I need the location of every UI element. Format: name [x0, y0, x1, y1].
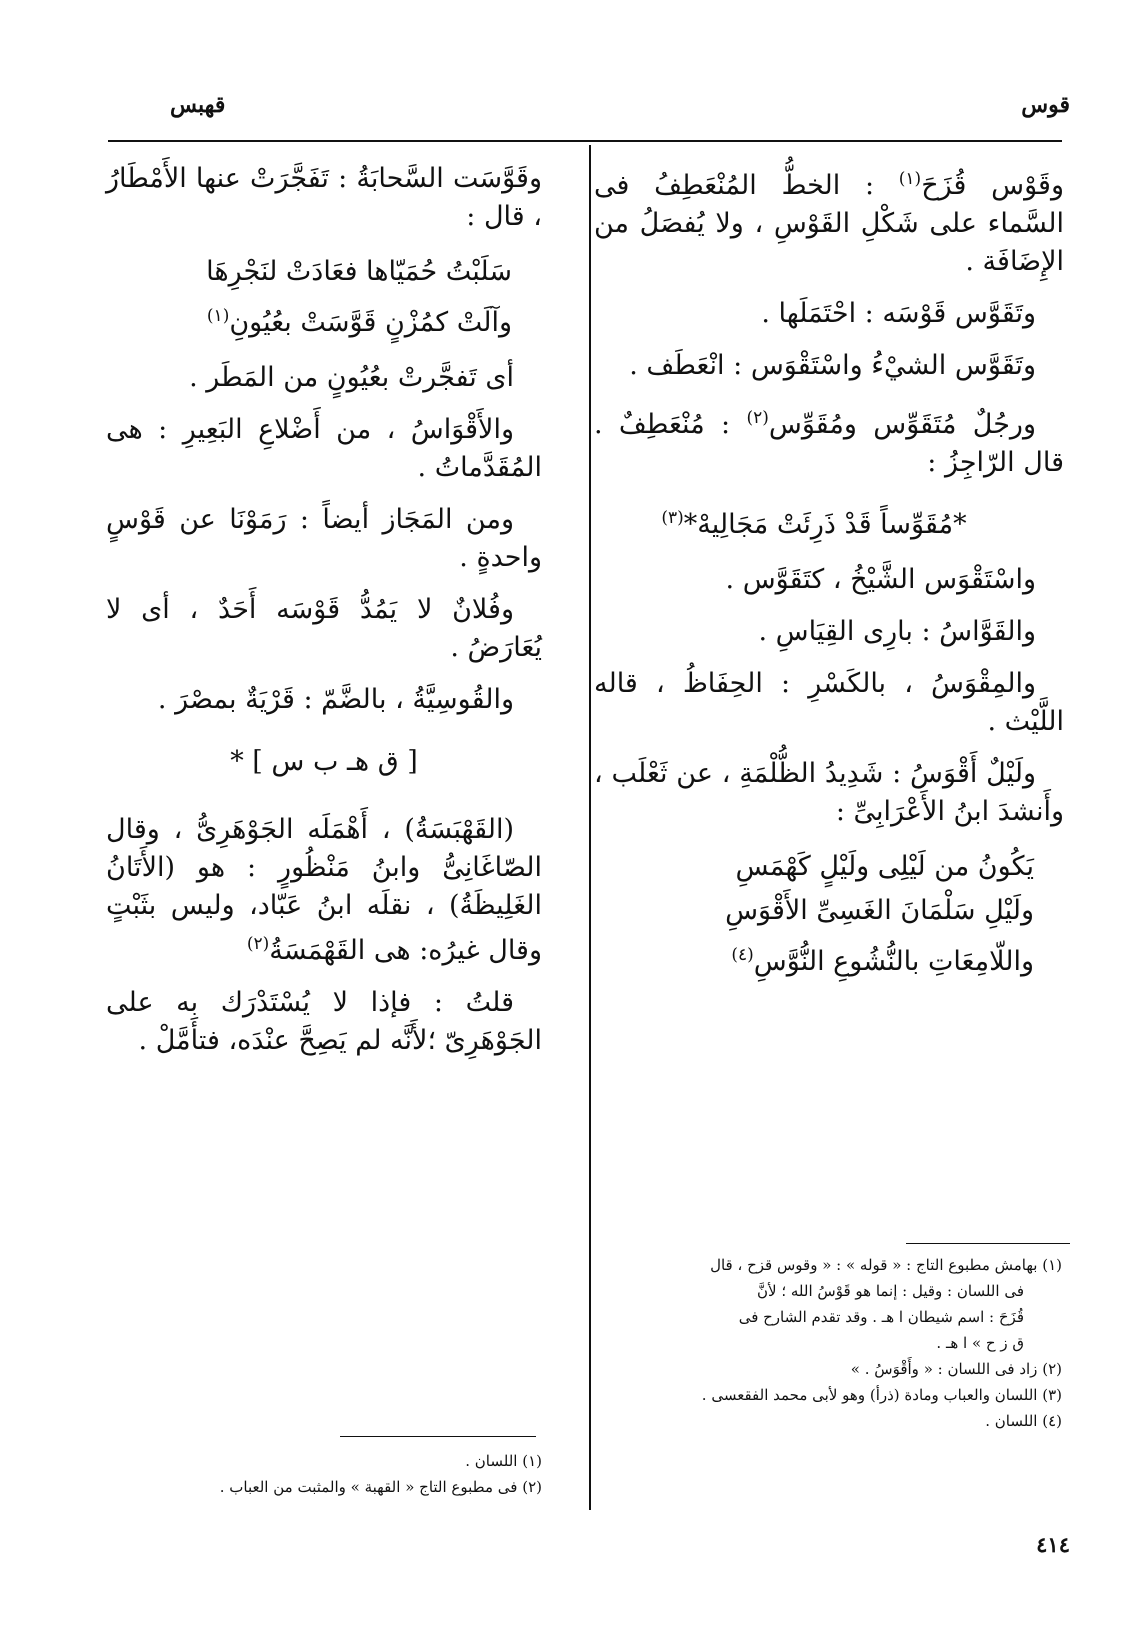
footnote-text: اللسان .	[465, 1452, 518, 1470]
verse-line: واللّامِعَاتِ بالنُّشُوعِ النُّوَّسِ	[753, 946, 1034, 977]
running-head-left: قهبس	[170, 92, 226, 118]
paragraph: أى تَفجَّرتْ بعُيُونٍ من المَطَر .	[189, 362, 514, 393]
entry-text: وقَوْس قُزَحَ	[921, 170, 1064, 201]
paragraph: قلتُ : فإذا لا يُسْتَدْرَك به على الجَوْهَرِىّ ؛لأَنَّه لم يَصِحَّ عنْدَه، فتأَمَّلْ .	[106, 987, 542, 1056]
paragraph: والمِقْوَسُ ، بالكَسْرِ : الحِفَاظُ ، قاله اللَّيْث .	[594, 668, 1064, 737]
footnote	[106, 1448, 542, 1474]
entry-text: ورجُلٌ مُتَقَوِّس ومُقَوِّس	[768, 409, 1036, 440]
verse-line: سَلَبْتُ حُمَيّاها فعَادَتْ لنَجْرِهَا	[206, 256, 512, 287]
verse	[594, 496, 1064, 547]
footnote-text: اللسان .	[985, 1412, 1038, 1430]
footnote	[106, 1474, 542, 1500]
paragraph: والأَقْوَاسُ ، من أَضْلاعِ البَعِيرِ : هى المُقَدَّماتُ .	[106, 414, 542, 483]
footnotes-right	[610, 1252, 1062, 1434]
entry-text: : الخطُّ المُنْعَطِفُ فى السَّماء على شَكْلِ القَوْسِ ، ولا يُفصَلُ من الإِضَافَة .	[594, 170, 1064, 277]
paragraph: وفُلانٌ لا يَمُدُّ قَوْسَه أَحَدٌ ، أى لا يُعَارَضُ .	[106, 594, 542, 663]
footnote-number: (١)	[522, 1452, 542, 1470]
column-divider	[589, 145, 591, 1510]
running-head-right: قوس	[1021, 92, 1070, 118]
page-number: ٤١٤	[1036, 1532, 1070, 1557]
left-column	[106, 160, 542, 1074]
footnote-text: فى مطبوع التاج « القهبة » والمثبت من العباب .	[219, 1478, 518, 1496]
verse-line-with-mark	[594, 933, 1034, 984]
entry-heading: [ ق هـ ب س ] *	[230, 746, 418, 777]
verse-line: ولَيْلِ سَلْمَانَ الغَسِىِّ الأَقْوَسِ	[725, 895, 1034, 926]
verse-line: وآلَتْ كمُزْنٍ قَوَّسَتْ بعُيُونِ	[229, 307, 512, 338]
paragraph: واسْتَقْوَس الشَّيْخُ ، كتَقَوَّس .	[725, 564, 1036, 595]
footnote-marker: (١)	[898, 169, 922, 189]
paragraph: والقُوسِيَّةُ ، بالضَّمّ : قَرْيَةٌ بمصْرَ .	[157, 684, 514, 715]
footnote-text: اللسان والعباب ومادة (ذرأ) وهو لأبى محمد الفقعسى .	[701, 1386, 1038, 1404]
right-column	[594, 160, 1064, 998]
footnote-marker: (٣)	[661, 508, 684, 528]
paragraph: ولَيْلٌ أَقْوَسُ : شَدِيدُ الظُّلْمَةِ ، عن ثَعْلَب ، وأَنشدَ ابنُ الأَعْرَابِىِّ :	[594, 758, 1064, 827]
footnote-number: (٢)	[522, 1478, 542, 1496]
paragraph: ومن المَجَاز أيضاً : رَمَوْنَا عن قَوْسٍ واحدةٍ .	[106, 504, 542, 573]
footnote	[610, 1356, 1062, 1382]
footnote-continuation: ق ز ح » ا هـ .	[936, 1334, 1024, 1352]
paragraph: وتَقَوَّس قَوْسَه : احْتَمَلَها .	[761, 298, 1036, 329]
footnote-number: (٤)	[1042, 1412, 1062, 1430]
footnote-number: (١)	[1042, 1256, 1062, 1274]
poem	[594, 845, 1064, 984]
footnotes-left	[106, 1448, 542, 1500]
paragraph	[594, 160, 1064, 281]
header-rule	[108, 140, 1062, 142]
footnote-number: (٢)	[1042, 1360, 1062, 1378]
footnote-continuation: قُزَحَ : اسم شيطان ا هـ . وقد تقدم الشارح فى	[738, 1308, 1024, 1326]
footnote	[610, 1408, 1062, 1434]
footnote-marker: (٢)	[746, 408, 769, 428]
footnote-continuation: فى اللسان : وقيل : إنما هو قَوْسُ الله ؛ لأنَّ	[757, 1282, 1024, 1300]
paragraph: والقَوَّاسُ : بارِى القِيَاسِ .	[758, 616, 1036, 647]
footnote	[610, 1382, 1062, 1408]
footnote-marker: (٤)	[731, 945, 754, 965]
paragraph: وتَقَوَّس الشيْءُ واسْتَقْوَس : انْعَطَف .	[629, 350, 1036, 381]
footnote-text: بهامش مطبوع التاج : « قوله » : « وقوس قزح ، قال	[710, 1256, 1038, 1274]
verse-line: *مُقَوِّساً قَدْ ذَرِئَتْ مَجَالِيهْ*	[683, 509, 967, 540]
footnote	[610, 1252, 1062, 1278]
footnote-rule	[340, 1436, 536, 1437]
paragraph	[106, 811, 542, 970]
entry-text: (القَهْبَسَةُ) ، أَهْمَلَه الجَوْهَرِىُّ ، وقال الصّاغَانِىُّ وابنُ مَنْظُورٍ : هو (الأَتَانُ الغَلِيظَةُ) ، نقلَه ابنُ عَبّاد، وليس بثَبْتٍ وقال غيرُه: هى القَهْمَسَةُ	[106, 814, 542, 966]
verse-line-with-mark	[106, 294, 512, 345]
verse-line: يَكُونُ من لَيْلِى ولَيْلٍ كَهْمَسِ	[735, 851, 1034, 882]
footnote-number: (٣)	[1042, 1386, 1062, 1404]
footnote-rule	[906, 1243, 1070, 1244]
footnote-marker: (٢)	[246, 934, 270, 954]
paragraph	[594, 399, 1064, 482]
footnote-text: زاد فى اللسان : « وأَقْوَسُ . »	[850, 1360, 1038, 1378]
paragraph: وقَوَّسَت السَّحابَةُ : تَفَجَّرَتْ عنها الأَمْطَارُ ، قال :	[106, 163, 542, 232]
verse	[106, 250, 542, 345]
footnote-marker: (١)	[206, 306, 230, 326]
entry-text: : مُنْعَطِفٌ . قال الرّاجِزُ :	[594, 409, 1064, 478]
